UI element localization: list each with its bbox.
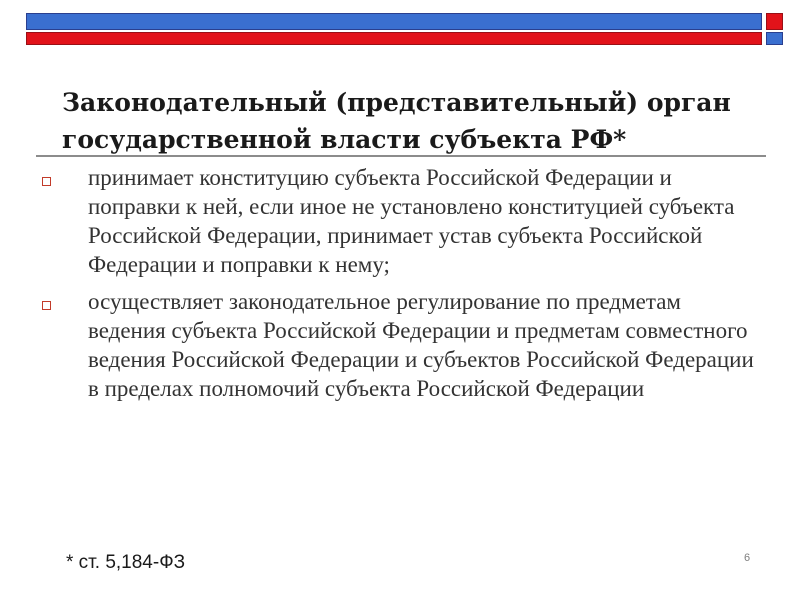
bullet-item xyxy=(40,163,760,279)
hollow-square-bullet-icon xyxy=(42,177,51,186)
header-red-square xyxy=(766,13,783,30)
title-divider xyxy=(36,155,766,157)
header-blue-bar xyxy=(26,13,762,30)
footnote: * ст. 5,184-ФЗ xyxy=(66,552,186,573)
slide-title: Законодательный (представительный) орган государственной власти субъекта РФ* xyxy=(62,88,731,154)
page-number: 6 xyxy=(744,552,751,564)
hollow-square-bullet-icon xyxy=(42,301,51,310)
header-blue-square xyxy=(766,32,783,45)
bullet-text: осуществляет законодательное регулирование по предметам ведения субъекта Российской Федерации и предметам совместного ведения Российской Федерации и субъектов Российской Федерации в пределах полномочий субъекта Российской Федерации xyxy=(88,289,754,401)
bullet-item xyxy=(40,287,760,403)
bullet-list xyxy=(40,163,760,411)
bullet-text: принимает конституцию субъекта Российской Федерации и поправки к ней, если иное не установлено конституцией субъекта Российской Федерации, принимает устав субъекта Российской Федерации и поправки к нему; xyxy=(88,165,735,277)
header-red-bar xyxy=(26,32,762,45)
